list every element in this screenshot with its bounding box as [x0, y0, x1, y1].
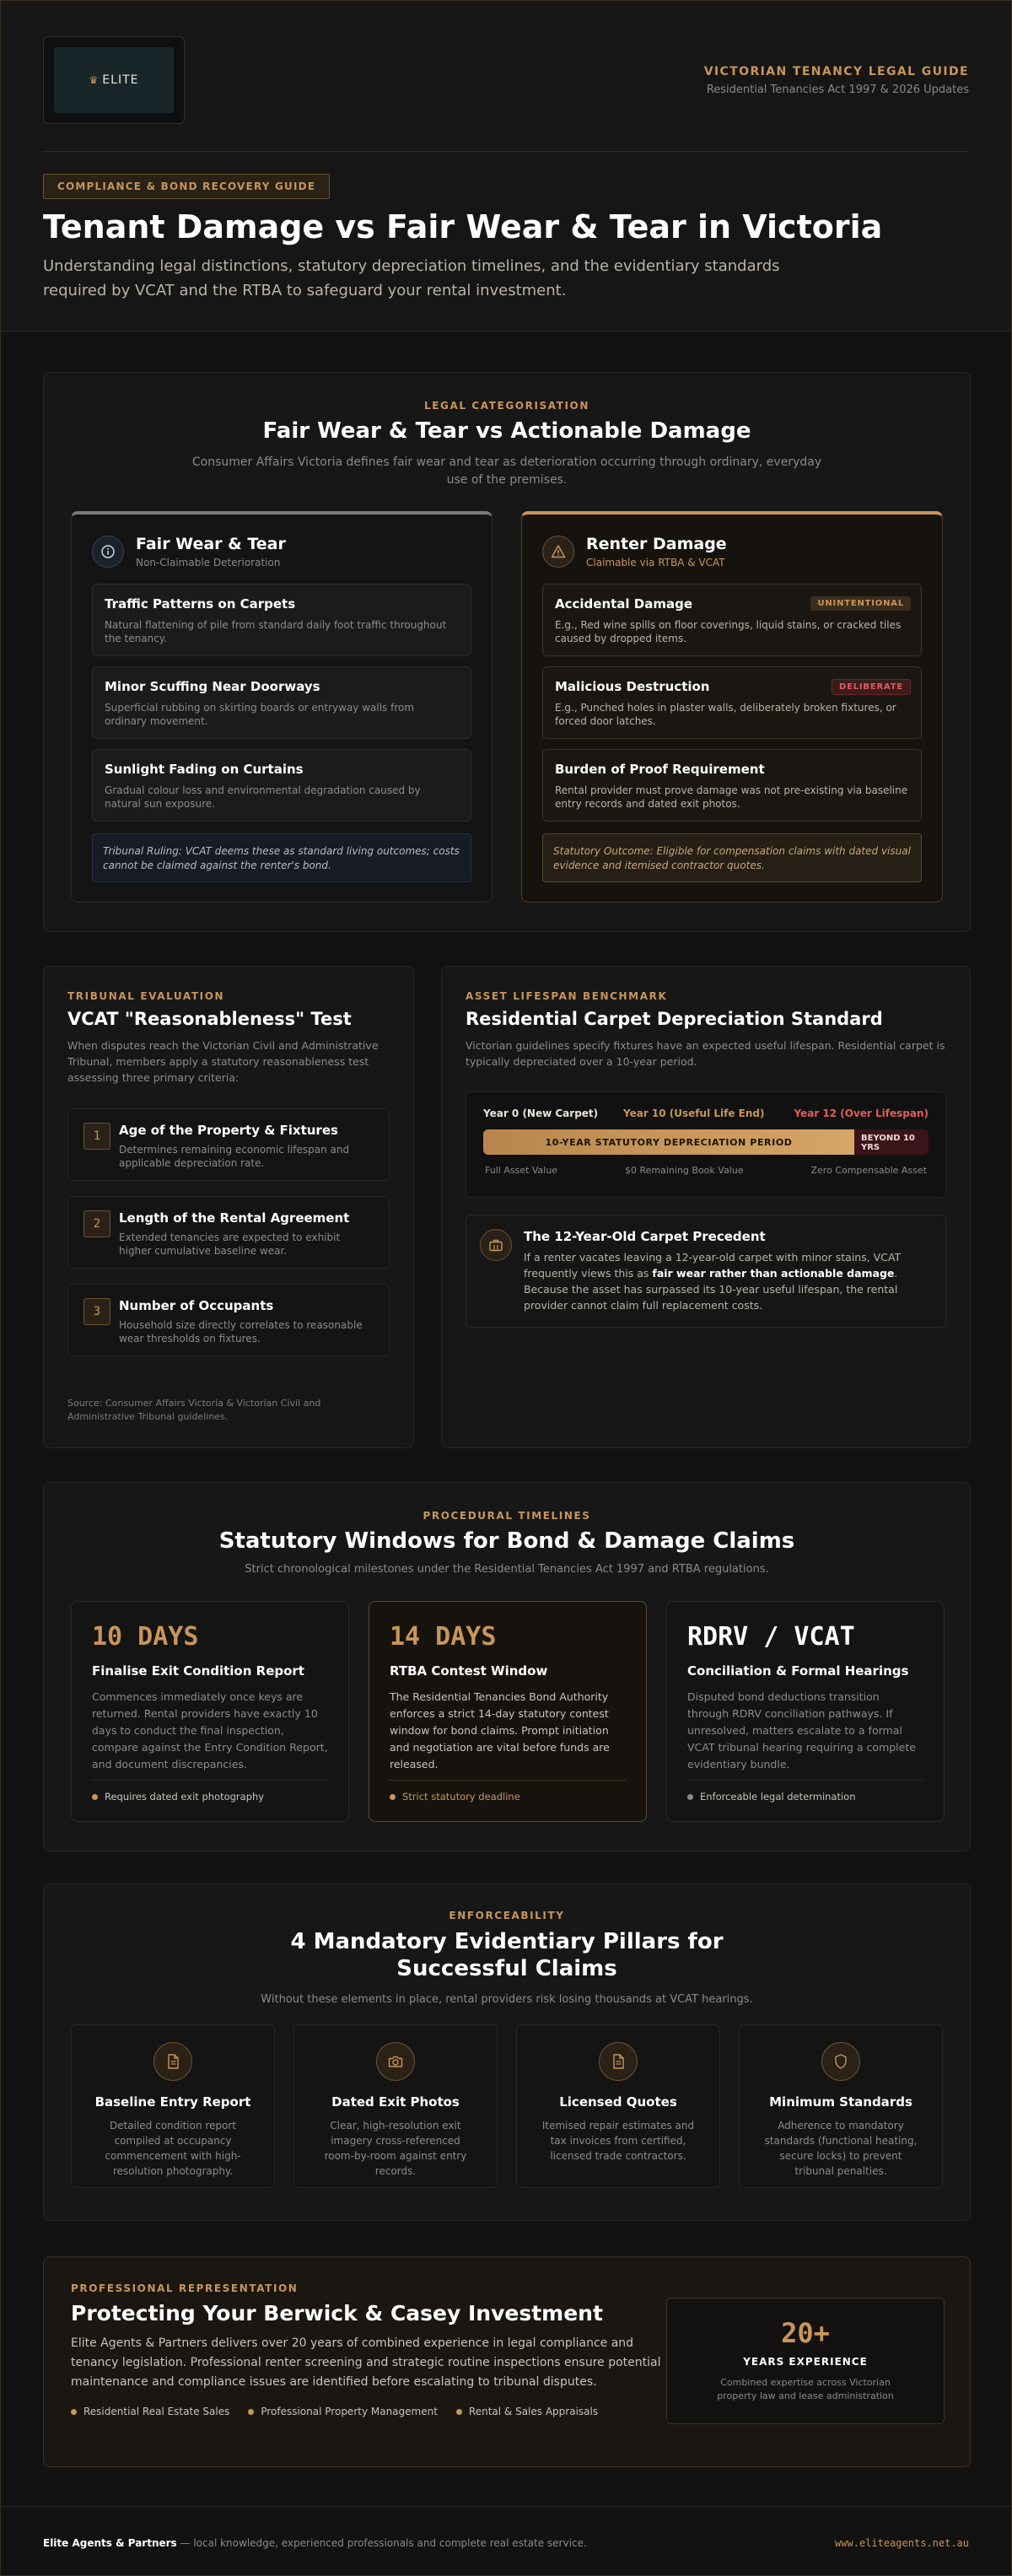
bullet-icon: [248, 2409, 254, 2415]
unintentional-badge: UNINTENTIONAL: [810, 596, 911, 611]
section-eyebrow: ENFORCEABILITY: [449, 1910, 565, 1921]
service-list: [71, 2406, 661, 2417]
logo[interactable]: [43, 36, 185, 124]
year-12-label: Year 12 (Over Lifespan): [794, 1107, 929, 1119]
item-desc: E.g., Red wine spills on floor coverings, liquid stains, or cracked tiles caused by dropped items.: [555, 619, 902, 644]
criteria-title: Age of the Property & Fixtures: [119, 1123, 338, 1138]
carpet-precedent: [466, 1215, 946, 1328]
bar-label: 10-YEAR STATUTORY DEPRECIATION PERIOD: [545, 1136, 793, 1148]
criteria-item: [67, 1196, 390, 1269]
precedent-title: The 12-Year-Old Carpet Precedent: [524, 1229, 766, 1244]
depreciation-bar: [483, 1129, 929, 1155]
footer-text: [43, 2537, 587, 2549]
year-10-label: Year 10 (Useful Life End): [623, 1107, 765, 1119]
timeline-duration: 10 DAYS: [92, 1622, 199, 1652]
pillar-card: [71, 2024, 275, 2188]
item-title: Minor Scuffing Near Doorways: [105, 679, 320, 694]
full-value-caption: Full Asset Value: [485, 1165, 558, 1176]
timeline-footnote: Requires dated exit photography: [92, 1780, 328, 1803]
section-desc: Victorian guidelines specify fixtures have an expected useful lifespan. Residential carpet is typically depreciated over a 10-year period.: [466, 1039, 945, 1068]
statutory-outcome: Statutory Outcome: Eligible for compensation claims with dated visual evidence and itemised contractor quotes.: [542, 833, 922, 882]
timeline-desc: Commences immediately once keys are returned. Rental providers have exactly 10 days to conduct the final inspection, compare against the Entry Condition Report, and document discrepancies.: [92, 1690, 328, 1770]
column-title: Fair Wear & Tear: [136, 535, 286, 553]
categorisation-section: [43, 372, 971, 932]
timeline-footnote: Strict statutory deadline: [390, 1780, 626, 1803]
section-title: Fair Wear & Tear vs Actionable Damage: [262, 418, 751, 444]
criteria-item: [67, 1108, 390, 1181]
pillar-title: Baseline Entry Report: [94, 2094, 251, 2110]
pillar-desc: Adherence to mandatory standards (functional heating, secure locks) to prevent tribunal penalties.: [764, 2120, 918, 2177]
guide-badge: COMPLIANCE & BOND RECOVERY GUIDE: [43, 174, 330, 199]
page-header: [1, 1, 1011, 331]
item-title: Burden of Proof Requirement: [555, 762, 765, 777]
section-title: 4 Mandatory Evidentiary Pillars for Successful Claims: [290, 1929, 724, 1981]
section-subtitle: Strict chronological milestones under the Residential Tenancies Act 1997 and RTBA regulations.: [245, 1563, 769, 1576]
logo-text: ELITE: [102, 73, 139, 87]
deliberate-badge: DELIBERATE: [832, 679, 911, 695]
criteria-item: [67, 1284, 390, 1356]
section-desc: When disputes reach the Victorian Civil and Administrative Tribunal, members apply a statutory reasonableness test assessing three primary criteria:: [67, 1039, 379, 1084]
damage-item: [542, 666, 922, 739]
source-note: Source: Consumer Affairs Victoria & Victorian Civil and Administrative Tribunal guidelines.: [67, 1398, 321, 1422]
service-item: Rental & Sales Appraisals: [456, 2406, 598, 2417]
timeline-title: Finalise Exit Condition Report: [92, 1663, 304, 1679]
info-icon: [92, 536, 124, 568]
precedent-text: If a renter vacates leaving a 12-year-old carpet with minor stains, VCAT frequently views this as fair wear rather than actionable damage. Because the asset has surpassed its 10-year useful lifespan, the rental provider cannot claim full replacement costs.: [524, 1251, 902, 1312]
bullet-icon: [71, 2409, 77, 2415]
section-eyebrow: ASSET LIFESPAN BENCHMARK: [466, 990, 668, 1002]
section-title: Residential Carpet Depreciation Standard: [466, 1009, 883, 1029]
timeline-card: [71, 1601, 349, 1822]
section-eyebrow: PROFESSIONAL REPRESENTATION: [71, 2282, 299, 2294]
useful-life-segment: [483, 1129, 854, 1155]
document-icon: [153, 2042, 192, 2081]
page-footer: [1, 2506, 1011, 2576]
item-desc: Rental provider must prove damage was not pre-existing via baseline entry records and dated exit photos.: [555, 784, 908, 810]
criteria-number: 2: [83, 1210, 110, 1237]
footer-url[interactable]: www.eliteagents.net.au: [835, 2537, 969, 2549]
footer-tagline: — local knowledge, experienced professionals and complete real estate service.: [176, 2537, 587, 2549]
section-title: Protecting Your Berwick & Casey Investment: [71, 2301, 603, 2325]
section-title: Statutory Windows for Bond & Damage Claims: [218, 1528, 795, 1554]
guide-title: VICTORIAN TENANCY LEGAL GUIDE: [703, 65, 969, 78]
experience-stat: [666, 2298, 945, 2424]
pillar-card: [516, 2024, 720, 2188]
crown-icon: ♛: [89, 74, 100, 86]
item-title: Accidental Damage: [555, 596, 693, 612]
section-title: VCAT "Reasonableness" Test: [67, 1009, 352, 1029]
timeline-desc: The Residential Tenancies Bond Authority enforces a strict 14-day statutory contest window for bond claims. Prompt initiation and negotiation are vital before funds are released.: [390, 1690, 610, 1770]
service-item: Residential Real Estate Sales: [71, 2406, 229, 2417]
section-eyebrow: LEGAL CATEGORISATION: [424, 400, 589, 412]
timeline-title: RTBA Contest Window: [390, 1663, 548, 1679]
bullet-icon: [92, 1794, 98, 1800]
section-eyebrow: PROCEDURAL TIMELINES: [423, 1510, 591, 1522]
pillar-desc: Itemised repair estimates and tax invoices from certified, licensed trade contractors.: [541, 2120, 695, 2162]
depreciation-section: [441, 966, 971, 1448]
tribunal-ruling: Tribunal Ruling: VCAT deems these as standard living outcomes; costs cannot be claimed against the renter's bond.: [92, 833, 471, 882]
criteria-desc: Household size directly correlates to reasonable wear thresholds on fixtures.: [119, 1319, 363, 1345]
guide-subtitle: Residential Tenancies Act 1997 & 2026 Updates: [706, 84, 969, 96]
timelines-section: [43, 1482, 971, 1851]
item-desc: Superficial rubbing on skirting boards or entryway walls from ordinary movement.: [105, 702, 415, 727]
renter-damage-column: [521, 511, 943, 903]
page-lead: Understanding legal distinctions, statutory depreciation timelines, and the evidentiary standards required by VCAT and the RTBA to safeguard your rental investment.: [43, 257, 780, 299]
column-title: Renter Damage: [586, 535, 727, 553]
book-value-caption: $0 Remaining Book Value: [625, 1165, 744, 1176]
damage-item: [542, 749, 922, 822]
representation-section: [43, 2256, 971, 2467]
bullet-icon: [390, 1794, 396, 1800]
section-eyebrow: TRIBUNAL EVALUATION: [67, 990, 225, 1002]
criteria-number: 1: [83, 1123, 110, 1150]
depreciation-timeline: [466, 1091, 946, 1198]
timeline-card: [666, 1601, 945, 1822]
fair-wear-column: [71, 511, 493, 903]
page-title: Tenant Damage vs Fair Wear & Tear in Victoria: [43, 208, 883, 245]
stat-value: 20+: [781, 2317, 830, 2349]
column-subtitle: Claimable via RTBA & VCAT: [586, 557, 725, 569]
criteria-desc: Determines remaining economic lifespan and applicable depreciation rate.: [119, 1144, 350, 1169]
shield-icon: [821, 2042, 860, 2081]
section-desc: Elite Agents & Partners delivers over 20 years of combined experience in legal compliance and tenancy legislation. Professional renter screening and strategic routine inspections ensure potential maintenance and compliance issues are identified before escalating to tribunal disputes.: [71, 2336, 661, 2389]
timeline-duration: 14 DAYS: [390, 1622, 497, 1652]
pillar-card: [739, 2024, 943, 2188]
pillar-desc: Detailed condition report compiled at occupancy commencement with high-resolution photography.: [105, 2120, 241, 2177]
item-title: Malicious Destruction: [555, 679, 710, 694]
criteria-desc: Extended tenancies are expected to exhibit higher cumulative baseline wear.: [119, 1231, 341, 1257]
timeline-duration: RDRV / VCAT: [687, 1622, 855, 1652]
criteria-number: 3: [83, 1298, 110, 1325]
document-icon: [599, 2042, 638, 2081]
warning-icon: [542, 536, 574, 568]
service-item: Professional Property Management: [248, 2406, 438, 2417]
pillars-section: [43, 1883, 971, 2221]
year-0-label: Year 0 (New Carpet): [483, 1107, 599, 1119]
item-title: Traffic Patterns on Carpets: [105, 596, 296, 612]
stat-label: YEARS EXPERIENCE: [743, 2356, 868, 2368]
footer-brand: Elite Agents & Partners: [43, 2537, 177, 2549]
reasonableness-section: [43, 966, 414, 1448]
camera-icon: [376, 2042, 415, 2081]
briefcase-icon: [480, 1229, 512, 1261]
timeline-footnote: Enforceable legal determination: [687, 1780, 923, 1803]
pillar-card: [293, 2024, 498, 2188]
zero-value-caption: Zero Compensable Asset: [810, 1165, 927, 1176]
beyond-lifespan-segment: BEYOND 10 YRS: [854, 1129, 929, 1155]
timeline-card: [369, 1601, 647, 1822]
guide-info: [704, 65, 969, 96]
fair-wear-item: [92, 666, 471, 739]
criteria-title: Length of the Rental Agreement: [119, 1210, 350, 1226]
pillar-desc: Clear, high-resolution exit imagery cross-referenced room-by-room against entry records.: [324, 2120, 467, 2177]
pillar-title: Licensed Quotes: [559, 2094, 677, 2110]
pillar-title: Minimum Standards: [769, 2094, 912, 2110]
timeline-title: Conciliation & Formal Hearings: [687, 1663, 909, 1679]
pillar-title: Dated Exit Photos: [331, 2094, 460, 2110]
fair-wear-item: [92, 584, 471, 656]
section-subtitle: Without these elements in place, rental providers risk losing thousands at VCAT hearings.: [261, 1993, 753, 2006]
damage-item: [542, 584, 922, 656]
criteria-title: Number of Occupants: [119, 1298, 274, 1313]
timeline-desc: Disputed bond deductions transition through RDRV conciliation pathways. If unresolved, matters escalate to a formal VCAT tribunal hearing requiring a complete evidentiary bundle.: [687, 1690, 916, 1770]
item-title: Sunlight Fading on Curtains: [105, 762, 304, 777]
bullet-icon: [687, 1794, 693, 1800]
item-desc: Natural flattening of pile from standard daily foot traffic throughout the tenancy.: [105, 619, 447, 644]
bullet-icon: [456, 2409, 462, 2415]
item-desc: Gradual colour loss and environmental degradation caused by natural sun exposure.: [105, 784, 421, 810]
column-subtitle: Non-Claimable Deterioration: [136, 557, 281, 569]
section-subtitle: Consumer Affairs Victoria defines fair wear and tear as deterioration occurring through ordinary, everyday use of the premises.: [191, 455, 822, 487]
fair-wear-item: [92, 749, 471, 822]
header-divider: [43, 151, 969, 152]
item-desc: E.g., Punched holes in plaster walls, deliberately broken fixtures, or forced door latches.: [555, 702, 896, 727]
stat-desc: Combined expertise across Victorian property law and lease administration: [717, 2377, 894, 2401]
